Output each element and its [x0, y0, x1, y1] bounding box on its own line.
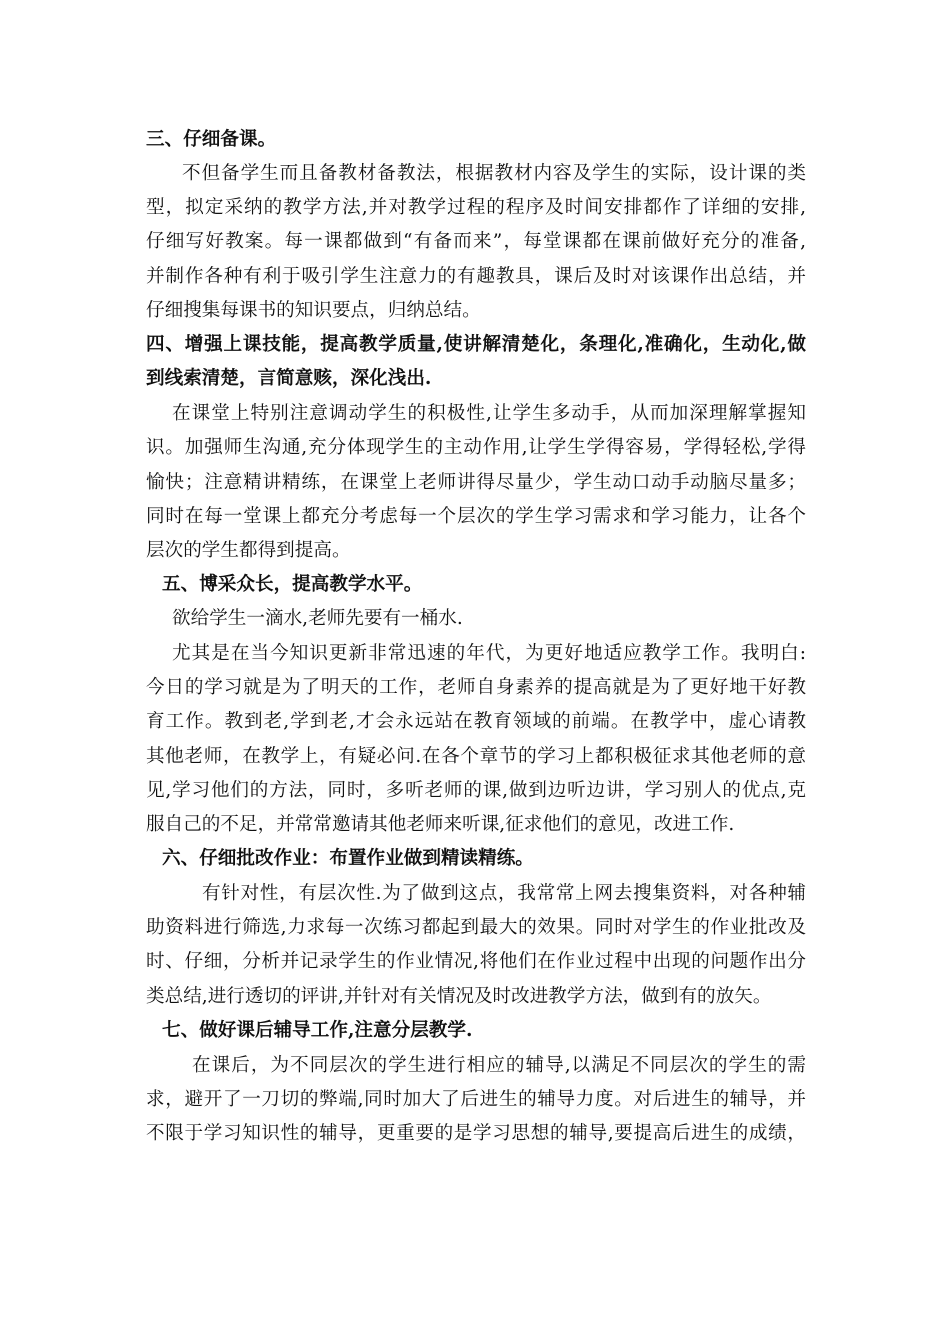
section-3-heading: 三、仔细备课。	[146, 129, 277, 150]
section-3-line: 仔细搜集每课书的知识要点，归纳总结。	[146, 300, 481, 321]
section-5-line: 育工作。教到老,学到老,才会永远站在教育领域的前端。在教学中，虚心请教	[146, 711, 806, 732]
section-6-line: 类总结,进行透切的评讲,并针对有关情况及时改进教学方法，做到有的放矢。	[146, 986, 772, 1007]
section-7-line: 不限于学习知识性的辅导，更重要的是学习思想的辅导,要提高后进生的成绩，	[146, 1123, 806, 1144]
section-6-line: 时、仔细，分析并记录学生的作业情况,将他们在作业过程中出现的问题作出分	[146, 951, 806, 972]
section-5-line: 服自己的不足，并常常邀请其他老师来听课,征求他们的意见，改进工作.	[146, 814, 735, 835]
section-4-heading: 到线索清楚，言简意赅，深化浅出.	[146, 368, 432, 389]
section-6-heading: 六、仔细批改作业：布置作业做到精读精练。	[162, 848, 534, 869]
section-7-line: 在课后，为不同层次的学生进行相应的辅导,以满足不同层次的学生的需	[192, 1055, 806, 1076]
section-6-line: 助资料进行筛选,力求每一次练习都起到最大的效果。同时对学生的作业批改及	[146, 917, 806, 938]
section-3-line: 并制作各种有利于吸引学生注意力的有趣教具，课后及时对该课作出总结，并	[146, 266, 806, 287]
section-3-line: 型，拟定采纳的教学方法,并对教学过程的程序及时间安排都作了详细的安排,	[146, 197, 806, 218]
section-3-line: 仔细写好教案。每一课都做到“有备而来”，每堂课都在课前做好充分的准备,	[146, 231, 806, 252]
section-3-line: 不但备学生而且备教材备教法，根据教材内容及学生的实际，设计课的类	[182, 163, 806, 184]
section-4-line: 在课堂上特别注意调动学生的积极性,让学生多动手，从而加深理解掌握知	[172, 403, 806, 424]
section-6-line: 有针对性，有层次性.为了做到这点，我常常上网去搜集资料，对各种辅	[202, 883, 806, 904]
section-4-line: 愉快；注意精讲精练，在课堂上老师讲得尽量少，学生动口动手动脑尽量多；	[146, 472, 806, 493]
section-5-line: 其他老师，在教学上，有疑必问.在各个章节的学习上都积极征求其他老师的意	[146, 746, 806, 767]
section-7-line: 求，避开了一刀切的弊端,同时加大了后进生的辅导力度。对后进生的辅导，并	[146, 1089, 806, 1110]
section-4-line: 同时在每一堂课上都充分考虑每一个层次的学生学习需求和学习能力，让各个	[146, 506, 806, 527]
section-5-line: 今日的学习就是为了明天的工作，老师自身素养的提高就是为了更好地干好教	[146, 677, 806, 698]
section-5-heading: 五、博采众长，提高教学水平。	[162, 574, 423, 595]
section-5-line: 尤其是在当今知识更新非常迅速的年代，为更好地适应教学工作。我明白:	[172, 643, 806, 664]
section-5-line: 欲给学生一滴水,老师先要有一桶水.	[172, 608, 463, 629]
section-5-line: 见,学习他们的方法，同时，多听老师的课,做到边听边讲，学习别人的优点,克	[146, 780, 806, 801]
section-4-line: 识。加强师生沟通,充分体现学生的主动作用,让学生学得容易，学得轻松,学得	[146, 437, 806, 458]
section-4-heading: 四、增强上课技能，提高教学质量,使讲解清楚化，条理化,准确化，生动化,做	[146, 334, 806, 355]
section-7-heading: 七、做好课后辅导工作,注意分层教学.	[162, 1020, 473, 1041]
section-4-line: 层次的学生都得到提高。	[146, 540, 351, 561]
